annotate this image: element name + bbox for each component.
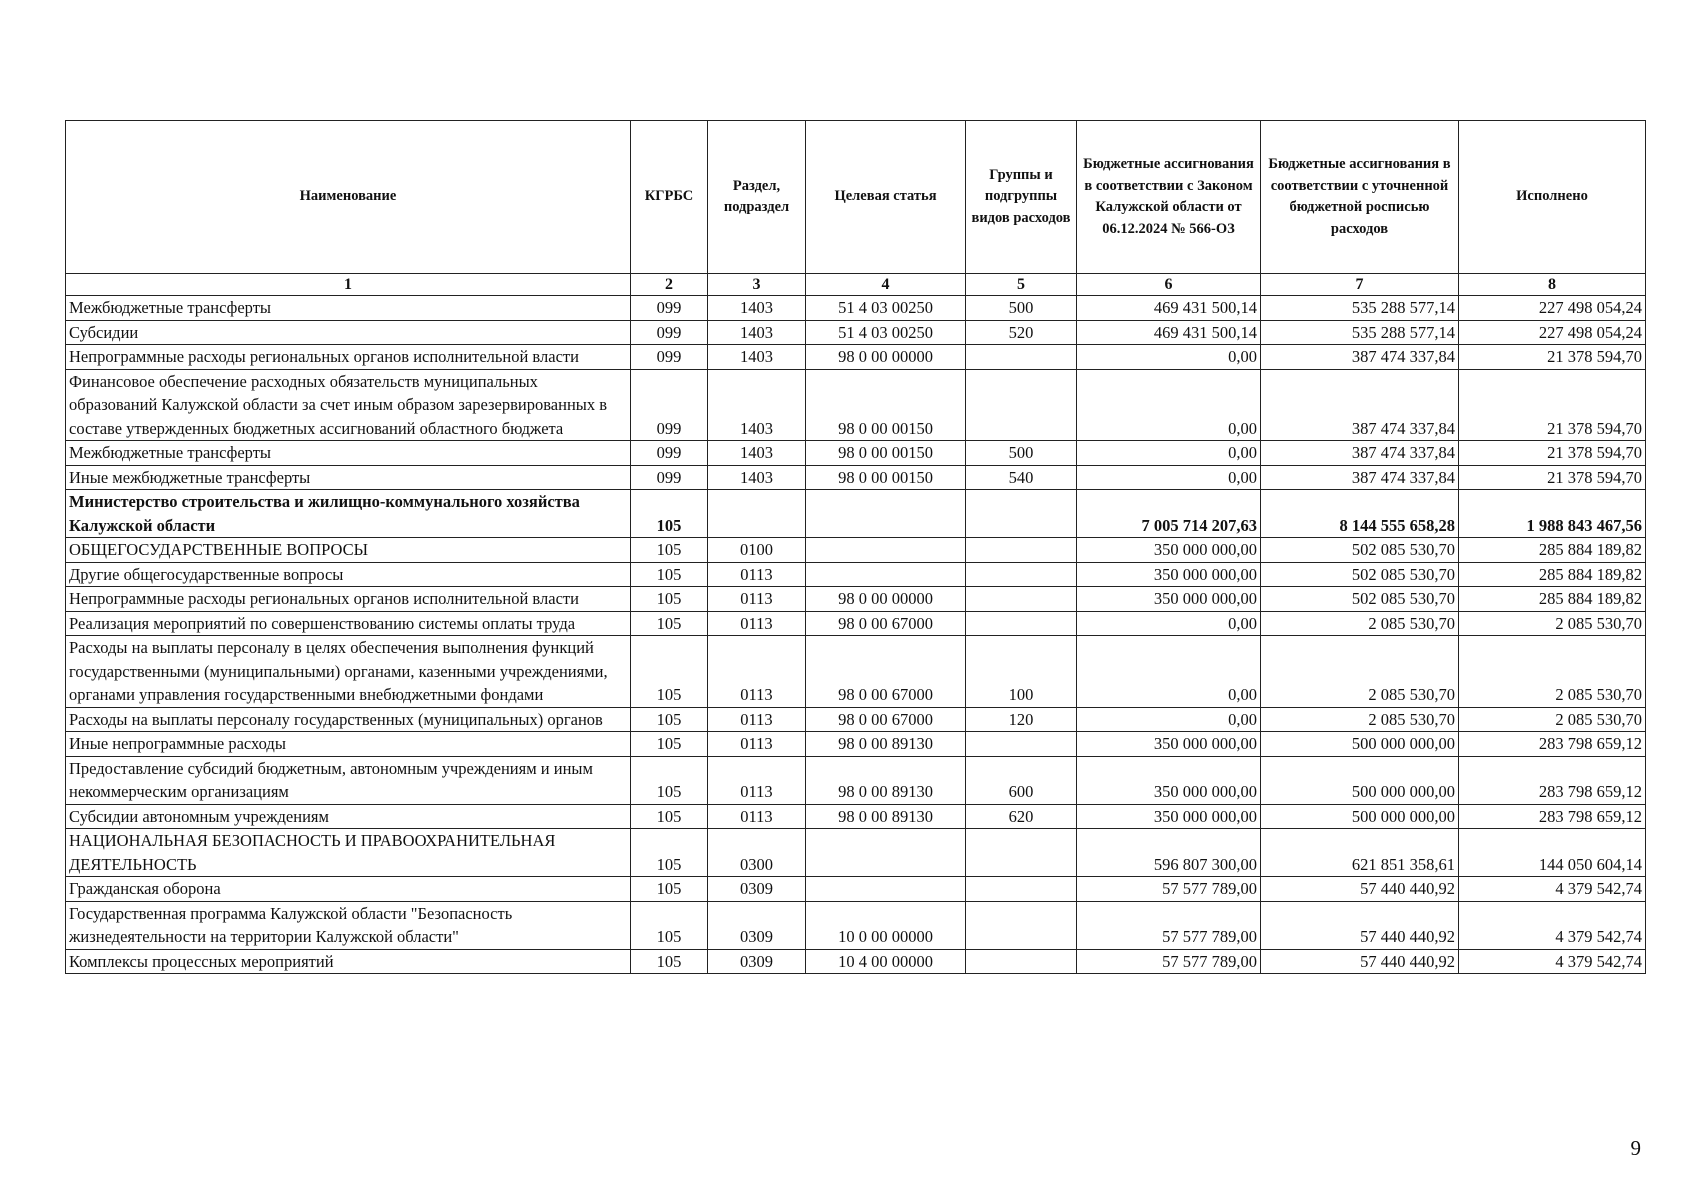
row-section: 1403 [708, 296, 806, 321]
row-kgrbs: 099 [631, 465, 708, 490]
row-executed-amount: 227 498 054,24 [1459, 320, 1646, 345]
row-kgrbs: 099 [631, 441, 708, 466]
header-refined: Бюджетные ассигнования в соответствии с уточненной бюджетной росписью расходов [1261, 121, 1459, 274]
row-refined-amount: 500 000 000,00 [1261, 804, 1459, 829]
row-refined-amount: 387 474 337,84 [1261, 465, 1459, 490]
row-expense-group [966, 587, 1077, 612]
row-refined-amount: 502 085 530,70 [1261, 562, 1459, 587]
row-expense-group [966, 369, 1077, 441]
table-row [66, 756, 1646, 804]
row-law-amount: 350 000 000,00 [1077, 587, 1261, 612]
row-refined-amount: 500 000 000,00 [1261, 756, 1459, 804]
table-header-row [66, 121, 1646, 274]
column-number: 1 [66, 274, 631, 296]
row-kgrbs: 105 [631, 949, 708, 974]
page-number: 9 [1630, 1136, 1641, 1160]
header-executed: Исполнено [1459, 121, 1646, 274]
row-expense-group [966, 345, 1077, 370]
row-expense-group: 520 [966, 320, 1077, 345]
row-name: Государственная программа Калужской области "Безопасность жизнедеятельности на территории Калужской области" [66, 901, 631, 949]
row-target-article: 98 0 00 00000 [806, 345, 966, 370]
row-name: Реализация мероприятий по совершенствованию системы оплаты труда [66, 611, 631, 636]
row-target-article: 10 0 00 00000 [806, 901, 966, 949]
row-name: Комплексы процессных мероприятий [66, 949, 631, 974]
row-section: 0113 [708, 756, 806, 804]
row-expense-group: 120 [966, 707, 1077, 732]
row-executed-amount: 285 884 189,82 [1459, 538, 1646, 563]
row-law-amount: 350 000 000,00 [1077, 562, 1261, 587]
row-target-article: 98 0 00 67000 [806, 611, 966, 636]
row-refined-amount: 2 085 530,70 [1261, 707, 1459, 732]
row-kgrbs: 099 [631, 369, 708, 441]
table-row [66, 611, 1646, 636]
row-target-article [806, 562, 966, 587]
row-name: Межбюджетные трансферты [66, 441, 631, 466]
row-name: Гражданская оборона [66, 877, 631, 902]
row-section: 0113 [708, 636, 806, 708]
row-target-article [806, 490, 966, 538]
row-kgrbs: 105 [631, 538, 708, 563]
row-executed-amount: 21 378 594,70 [1459, 441, 1646, 466]
table-row [66, 829, 1646, 877]
row-law-amount: 0,00 [1077, 707, 1261, 732]
row-expense-group [966, 829, 1077, 877]
column-number: 7 [1261, 274, 1459, 296]
table-row [66, 320, 1646, 345]
header-law: Бюджетные ассигнования в соответствии с Законом Калужской области от 06.12.2024 № 566-ОЗ [1077, 121, 1261, 274]
table-row [66, 490, 1646, 538]
row-expense-group [966, 490, 1077, 538]
column-number-row [66, 274, 1646, 296]
row-executed-amount: 283 798 659,12 [1459, 732, 1646, 757]
budget-table [65, 120, 1646, 974]
row-section: 0113 [708, 707, 806, 732]
row-law-amount: 0,00 [1077, 611, 1261, 636]
row-refined-amount: 2 085 530,70 [1261, 611, 1459, 636]
row-name: Финансовое обеспечение расходных обязательств муниципальных образований Калужской области за счет иным образом зарезервированных в составе утвержденных бюджетных ассигнований областного бюджета [66, 369, 631, 441]
row-expense-group [966, 538, 1077, 563]
row-kgrbs: 105 [631, 562, 708, 587]
row-law-amount: 57 577 789,00 [1077, 877, 1261, 902]
row-refined-amount: 535 288 577,14 [1261, 296, 1459, 321]
row-name: Иные непрограммные расходы [66, 732, 631, 757]
row-expense-group: 500 [966, 296, 1077, 321]
column-number: 2 [631, 274, 708, 296]
row-law-amount: 596 807 300,00 [1077, 829, 1261, 877]
row-expense-group: 100 [966, 636, 1077, 708]
row-executed-amount: 2 085 530,70 [1459, 636, 1646, 708]
row-kgrbs: 105 [631, 611, 708, 636]
row-refined-amount: 500 000 000,00 [1261, 732, 1459, 757]
row-kgrbs: 105 [631, 732, 708, 757]
row-target-article: 51 4 03 00250 [806, 320, 966, 345]
row-law-amount: 0,00 [1077, 441, 1261, 466]
row-refined-amount: 621 851 358,61 [1261, 829, 1459, 877]
row-section: 0113 [708, 611, 806, 636]
row-target-article: 98 0 00 89130 [806, 756, 966, 804]
row-section: 0309 [708, 901, 806, 949]
row-law-amount: 469 431 500,14 [1077, 296, 1261, 321]
row-section: 1403 [708, 369, 806, 441]
row-section: 0309 [708, 877, 806, 902]
row-section: 1403 [708, 345, 806, 370]
row-expense-group: 600 [966, 756, 1077, 804]
row-kgrbs: 105 [631, 636, 708, 708]
row-kgrbs: 105 [631, 804, 708, 829]
row-target-article: 98 0 00 00000 [806, 587, 966, 612]
header-name: Наименование [66, 121, 631, 274]
row-refined-amount: 2 085 530,70 [1261, 636, 1459, 708]
row-target-article [806, 829, 966, 877]
table-body [66, 296, 1646, 974]
header-groups: Группы и подгруппы видов расходов [966, 121, 1077, 274]
row-kgrbs: 105 [631, 756, 708, 804]
row-executed-amount: 285 884 189,82 [1459, 562, 1646, 587]
row-kgrbs: 099 [631, 345, 708, 370]
row-name: Другие общегосударственные вопросы [66, 562, 631, 587]
column-number: 3 [708, 274, 806, 296]
column-number: 8 [1459, 274, 1646, 296]
row-refined-amount: 8 144 555 658,28 [1261, 490, 1459, 538]
row-section: 0300 [708, 829, 806, 877]
row-name: Предоставление субсидий бюджетным, автономным учреждениям и иным некоммерческим организациям [66, 756, 631, 804]
row-name: НАЦИОНАЛЬНАЯ БЕЗОПАСНОСТЬ И ПРАВООХРАНИТЕЛЬНАЯ ДЕЯТЕЛЬНОСТЬ [66, 829, 631, 877]
row-expense-group: 500 [966, 441, 1077, 466]
row-target-article: 51 4 03 00250 [806, 296, 966, 321]
row-section: 1403 [708, 441, 806, 466]
row-target-article: 98 0 00 00150 [806, 441, 966, 466]
row-executed-amount: 285 884 189,82 [1459, 587, 1646, 612]
row-name: Министерство строительства и жилищно-коммунального хозяйства Калужской области [66, 490, 631, 538]
row-law-amount: 350 000 000,00 [1077, 732, 1261, 757]
row-expense-group [966, 611, 1077, 636]
row-law-amount: 0,00 [1077, 636, 1261, 708]
header-kgrbs: КГРБС [631, 121, 708, 274]
row-section [708, 490, 806, 538]
table-row [66, 369, 1646, 441]
table-row [66, 877, 1646, 902]
row-kgrbs: 105 [631, 829, 708, 877]
row-section: 1403 [708, 320, 806, 345]
row-kgrbs: 105 [631, 707, 708, 732]
row-expense-group [966, 949, 1077, 974]
row-kgrbs: 099 [631, 296, 708, 321]
row-law-amount: 0,00 [1077, 369, 1261, 441]
header-target: Целевая статья [806, 121, 966, 274]
row-name: Иные межбюджетные трансферты [66, 465, 631, 490]
row-executed-amount: 144 050 604,14 [1459, 829, 1646, 877]
row-target-article: 98 0 00 00150 [806, 465, 966, 490]
row-name: Субсидии [66, 320, 631, 345]
row-expense-group: 540 [966, 465, 1077, 490]
row-name: Непрограммные расходы региональных органов исполнительной власти [66, 587, 631, 612]
row-law-amount: 7 005 714 207,63 [1077, 490, 1261, 538]
row-expense-group: 620 [966, 804, 1077, 829]
table-row [66, 538, 1646, 563]
row-law-amount: 0,00 [1077, 465, 1261, 490]
header-section: Раздел, подраздел [708, 121, 806, 274]
row-section: 1403 [708, 465, 806, 490]
row-expense-group [966, 732, 1077, 757]
row-kgrbs: 105 [631, 877, 708, 902]
row-name: Непрограммные расходы региональных органов исполнительной власти [66, 345, 631, 370]
row-refined-amount: 502 085 530,70 [1261, 538, 1459, 563]
table-row [66, 296, 1646, 321]
row-refined-amount: 387 474 337,84 [1261, 441, 1459, 466]
row-refined-amount: 387 474 337,84 [1261, 369, 1459, 441]
table-row [66, 636, 1646, 708]
row-expense-group [966, 877, 1077, 902]
row-executed-amount: 283 798 659,12 [1459, 804, 1646, 829]
row-executed-amount: 21 378 594,70 [1459, 369, 1646, 441]
table-row [66, 732, 1646, 757]
row-refined-amount: 387 474 337,84 [1261, 345, 1459, 370]
row-law-amount: 350 000 000,00 [1077, 756, 1261, 804]
table-row [66, 949, 1646, 974]
row-section: 0113 [708, 732, 806, 757]
row-section: 0113 [708, 562, 806, 587]
row-executed-amount: 4 379 542,74 [1459, 877, 1646, 902]
budget-sheet [65, 120, 1642, 974]
row-target-article: 98 0 00 00150 [806, 369, 966, 441]
row-executed-amount: 1 988 843 467,56 [1459, 490, 1646, 538]
row-law-amount: 0,00 [1077, 345, 1261, 370]
row-target-article: 98 0 00 89130 [806, 732, 966, 757]
row-kgrbs: 099 [631, 320, 708, 345]
row-name: Расходы на выплаты персоналу в целях обеспечения выполнения функций государственными (муниципальными) органами, казенными учреждениями, органами управления государственными внебюджетными фондами [66, 636, 631, 708]
row-kgrbs: 105 [631, 587, 708, 612]
row-target-article: 98 0 00 67000 [806, 707, 966, 732]
table-row [66, 901, 1646, 949]
table-row [66, 441, 1646, 466]
row-law-amount: 350 000 000,00 [1077, 804, 1261, 829]
table-row [66, 804, 1646, 829]
row-executed-amount: 2 085 530,70 [1459, 611, 1646, 636]
row-executed-amount: 4 379 542,74 [1459, 949, 1646, 974]
row-name: Расходы на выплаты персоналу государственных (муниципальных) органов [66, 707, 631, 732]
row-refined-amount: 57 440 440,92 [1261, 949, 1459, 974]
row-section: 0309 [708, 949, 806, 974]
row-target-article: 98 0 00 89130 [806, 804, 966, 829]
row-expense-group [966, 901, 1077, 949]
row-kgrbs: 105 [631, 490, 708, 538]
row-executed-amount: 283 798 659,12 [1459, 756, 1646, 804]
row-executed-amount: 227 498 054,24 [1459, 296, 1646, 321]
row-expense-group [966, 562, 1077, 587]
row-target-article [806, 538, 966, 563]
row-name: ОБЩЕГОСУДАРСТВЕННЫЕ ВОПРОСЫ [66, 538, 631, 563]
row-name: Субсидии автономным учреждениям [66, 804, 631, 829]
row-kgrbs: 105 [631, 901, 708, 949]
row-target-article: 98 0 00 67000 [806, 636, 966, 708]
row-section: 0113 [708, 804, 806, 829]
table-row [66, 562, 1646, 587]
table-row [66, 345, 1646, 370]
row-executed-amount: 21 378 594,70 [1459, 345, 1646, 370]
row-refined-amount: 57 440 440,92 [1261, 877, 1459, 902]
column-number: 4 [806, 274, 966, 296]
row-refined-amount: 502 085 530,70 [1261, 587, 1459, 612]
row-law-amount: 469 431 500,14 [1077, 320, 1261, 345]
row-target-article [806, 877, 966, 902]
table-row [66, 465, 1646, 490]
row-target-article: 10 4 00 00000 [806, 949, 966, 974]
row-section: 0100 [708, 538, 806, 563]
row-law-amount: 350 000 000,00 [1077, 538, 1261, 563]
table-row [66, 707, 1646, 732]
row-refined-amount: 57 440 440,92 [1261, 901, 1459, 949]
column-number: 5 [966, 274, 1077, 296]
row-name: Межбюджетные трансферты [66, 296, 631, 321]
table-row [66, 587, 1646, 612]
row-section: 0113 [708, 587, 806, 612]
column-number: 6 [1077, 274, 1261, 296]
row-executed-amount: 4 379 542,74 [1459, 901, 1646, 949]
row-executed-amount: 2 085 530,70 [1459, 707, 1646, 732]
row-law-amount: 57 577 789,00 [1077, 949, 1261, 974]
row-executed-amount: 21 378 594,70 [1459, 465, 1646, 490]
row-refined-amount: 535 288 577,14 [1261, 320, 1459, 345]
row-law-amount: 57 577 789,00 [1077, 901, 1261, 949]
